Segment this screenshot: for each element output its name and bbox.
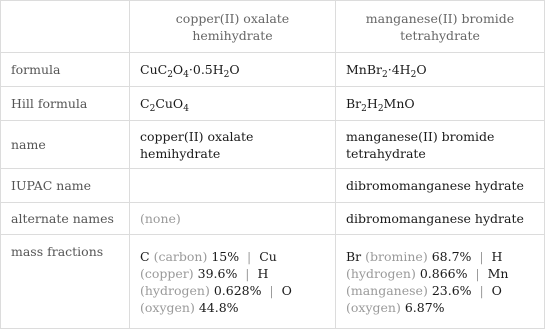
formula-subscript: 2 — [149, 104, 156, 114]
element-name: (oxygen) — [140, 299, 195, 315]
formula-segment: O — [229, 62, 240, 77]
element-name: (carbon) — [153, 248, 208, 264]
name-copper-oxalate: copper(II) oxalate hemihydrate — [130, 121, 336, 169]
mass-fraction-value: 6.87% — [404, 299, 445, 315]
element-symbol: Cu — [259, 248, 277, 264]
row-label-hill-formula: Hill formula — [1, 87, 130, 121]
formula-subscript: 2 — [223, 70, 230, 80]
formula-segment: C — [140, 96, 150, 111]
header-manganese-bromide: manganese(II) bromide tetrahydrate — [336, 1, 545, 53]
row-label-mass-fractions: mass fractions — [1, 235, 130, 329]
element-name: (bromine) — [365, 248, 428, 264]
formula-segment: O — [172, 62, 184, 77]
separator: | — [261, 282, 282, 298]
mass-fraction-value: 15% — [211, 248, 240, 264]
mass-fraction-value: 44.8% — [198, 299, 239, 315]
formula-segment: MnBr — [346, 62, 383, 77]
formula-segment: CuO — [155, 96, 184, 111]
mass-fraction-value: 23.6% — [431, 282, 472, 298]
separator: | — [239, 248, 260, 264]
separator: | — [237, 265, 258, 281]
element-name: (copper) — [140, 265, 194, 281]
row-label-formula: formula — [1, 53, 130, 87]
mass-fraction-value: 0.866% — [419, 265, 468, 281]
formula-subscript: 4 — [183, 104, 189, 114]
element-symbol: Br — [346, 248, 362, 264]
row-name — [1, 121, 545, 169]
row-mass-fractions — [1, 235, 545, 329]
element-name: (hydrogen) — [140, 282, 210, 298]
alternate-names-manganese-bromide: dibromomanganese hydrate — [336, 203, 545, 235]
formula-subscript: 2 — [361, 104, 367, 114]
row-label-alternate-names: alternate names — [1, 203, 130, 235]
iupac-name-copper-oxalate — [130, 169, 336, 203]
name-manganese-bromide: manganese(II) bromide tetrahydrate — [336, 121, 545, 169]
formula-segment: CuC — [140, 62, 168, 77]
formula-segment: ·0.5H — [188, 62, 224, 77]
element-name: (hydrogen) — [346, 265, 416, 281]
row-hill-formula — [1, 87, 545, 121]
separator: | — [467, 265, 488, 281]
separator: | — [471, 248, 492, 264]
formula-subscript: 2 — [410, 70, 417, 80]
row-iupac-name — [1, 169, 545, 203]
element-symbol: Mn — [487, 265, 509, 281]
separator: | — [471, 282, 492, 298]
mass-fraction-value: 39.6% — [197, 265, 238, 281]
row-label-name: name — [1, 121, 130, 169]
hill-formula-copper-oxalate — [130, 87, 336, 121]
element-symbol: O — [491, 282, 502, 298]
mass-fraction-value: 68.7% — [431, 248, 472, 264]
element-name: (oxygen) — [346, 299, 401, 315]
formula-subscript: 2 — [377, 104, 384, 114]
hill-formula-manganese-bromide — [336, 87, 545, 121]
formula-segment: H — [366, 96, 378, 111]
mass-fraction-value: 0.628% — [213, 282, 262, 298]
element-symbol: H — [257, 265, 269, 281]
header-empty-cell — [1, 1, 130, 53]
element-name: (manganese) — [346, 282, 428, 298]
mass-fractions-manganese-bromide — [336, 235, 545, 329]
element-symbol: O — [281, 282, 292, 298]
alternate-names-copper-oxalate: (none) — [130, 203, 336, 235]
formula-subscript: 2 — [167, 70, 173, 80]
mass-fractions-copper-oxalate — [130, 235, 336, 329]
formula-segment: MnO — [383, 96, 415, 111]
element-symbol: H — [491, 248, 503, 264]
formula-manganese-bromide — [336, 53, 545, 87]
iupac-name-manganese-bromide: dibromomanganese hydrate — [336, 169, 545, 203]
formula-segment: Br — [346, 96, 362, 111]
formula-subscript: 4 — [183, 70, 189, 80]
element-symbol: C — [140, 248, 150, 264]
header-copper-oxalate: copper(II) oxalate hemihydrate — [130, 1, 336, 53]
formula-segment: O — [416, 62, 427, 77]
row-formula — [1, 53, 545, 87]
header-row — [1, 1, 545, 53]
formula-segment: ·4H — [387, 62, 411, 77]
row-label-iupac-name: IUPAC name — [1, 169, 130, 203]
row-alternate-names — [1, 203, 545, 235]
formula-subscript: 2 — [382, 70, 388, 80]
formula-copper-oxalate — [130, 53, 336, 87]
